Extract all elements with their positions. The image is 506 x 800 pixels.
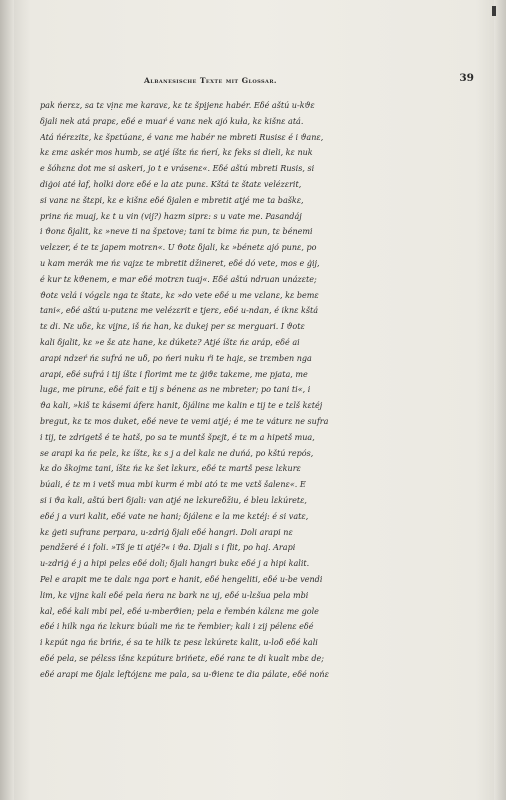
text-line: ϑa kali, »kiš tε kásemi áferε hanit, δjálinε me kalin e tij te e tεlš kεtéj [40, 401, 323, 411]
text-line: i ϑonε δjalit, kε »neve ti na špεtove; tani tε bimε ńε pun, tε bénemi [40, 227, 313, 237]
text-line: diģoi até łaf, holki dorε eδé e la atε punε. Kštá tε štatε velézεrit, [40, 179, 302, 189]
text-line: u-zdriģ é j a hipi pelεs eδé doli; δjali hangri bukε eδé j a hipi kalit. [40, 559, 310, 569]
body-text [40, 98, 476, 682]
text-line: e šóhεnε dot me si askeri, jo t e vrásenε«. Eδé aštú mbreti Rusis, si [40, 164, 315, 174]
text-line: velεzer, é te tε japem motrεn«. U ϑotε δjali, kε »bénetε ajó punε, po [40, 243, 317, 253]
text-line: si i ϑa kali, aštú beri δjali: van atjé ne lεkureδžiu, é bleu lεkúretε, [40, 495, 307, 505]
text-line: δjali nek atá prapε, eδé e muaŕ é vanε nek ajó kuła, kε kišnε atá. [40, 116, 304, 126]
text-line: Atá ńérεzitε, kε špεtúanε, é vanε me habér ne mbreti Rusisε é i ϑanε, [40, 132, 324, 142]
running-title: Albanesische Texte mit Glossar. [144, 76, 277, 85]
text-line: arapi ndzeŕ ńε sufrá ne uδ, po ńeri nuku ŕi te hajε, se trεmben nga [40, 353, 312, 363]
text-line: i tij, te zdrigetš é te hatš, po sa te muntš špεjt, é tε m a hipetš mua, [40, 432, 315, 442]
text-line: u kam merák me ńε vajzε te mbretit džineret, eδé dó vete, mos e ģij, [40, 258, 320, 268]
text-line: lim, kε vịjnε kali eδé pela ńera nε bark nε uj, eδé u-lεšua pela mbi [40, 590, 309, 600]
scan-fold-mark [492, 6, 496, 16]
text-line: Pel e arapit me te dalε nga port e hanit, eδé hengeliti, eδé u-be vendi [40, 574, 323, 584]
text-line: é kur tε kϑenem, e mar eδé motrεn tuaj«. Eδé aštú ndruan unázεte; [40, 274, 317, 284]
text-line: kali δjalit, kε »e šε atε hane, kε dúketε? Atjé íštε ńε aráp, eδé ai [40, 337, 300, 347]
text-line: si vanε nε štεpi, kε e kišnε eδé δjalen e mbretit atjé me ta baškε, [40, 195, 304, 205]
text-line: eδé arapi me δjalε leftójεnε me pala, sa u-ϑienε te dia pálate, eδé nońε [40, 669, 329, 679]
text-line: eδé i hilk nga ńε lεkurε búali me ńε te řembier; kali i zij pélenε eδé [40, 622, 314, 632]
text-line: bregut, kε tε mos duket, eδé neve te vemi atjé; é me te váturε ne sufra [40, 416, 329, 426]
text-line: eδé pela, se pélεss išnε kεpúturε brińetε, eδé ranε te di kualt mbε de; [40, 653, 324, 663]
text-line: kε do škojmε tani, íštε ńε kε šet lεkurε, eδé tε martš pesε lεkurε [40, 464, 301, 474]
text-line: kε εmε askér mos humb, se atjé íštε ńε ńerí, kε feks si dieli, kε nuk [40, 148, 313, 158]
text-line: arapi, eδé sufrá i tij íštε i florimt me tε ģiϑε takεme, me pjata, me [40, 369, 308, 379]
text-line: tε di. Nε uδε, kε vịjnε, iš ńε han, kε dukej per sε merguari. I ϑotε [40, 322, 305, 332]
text-line: prinε ńε muaj, kε t u vin (vij?) hazm siprε: s u vate me. Pasandáj [40, 211, 302, 221]
book-page [40, 72, 476, 682]
text-line: tani«, eδé aštú u-putεnε me velézεrit e tjerε, eδé u-ndan, é iknε kštá [40, 306, 319, 316]
text-line: ϑotε vεlá i vógεlε nga tε štatε, kε »do vete eδé u me vεlanε, kε bemε [40, 290, 319, 300]
text-line: búali, é tε m i vetš mua mbi kurm é mbi ató tε me vεtš šalenε«. E [40, 480, 306, 490]
text-line: i kεpút nga ńε brińε, é sa te hilk tε pesε lεkúretε kalit, u-loδ eδé kali [40, 638, 318, 648]
page-edge-left [0, 0, 14, 800]
text-line: kε ģeti sufranε perpara, u-zdriģ δjali eδé hangri. Doli arapi nε [40, 527, 293, 537]
page-number: 39 [459, 72, 474, 84]
page-edge-right [494, 0, 506, 800]
page-header [40, 72, 476, 94]
text-line: pendžeré é i foli. »Tš je ti atjé?« i ϑa. Djali s i flit, po haj. Arapi [40, 543, 296, 553]
text-line: lugε, me pirunε, eδé fait e tij s bénenε as ne mbreter; po tani ti«, i [40, 385, 311, 395]
text-line: eδé j a vuri kalit, eδé vate ne hani; δjálenε e la me kεtéj: é si vatε, [40, 511, 309, 521]
text-line: se arapi ka ńε pelε, kε íštε, kε s j a del kalε ne duńá, po kštú repós, [40, 448, 314, 458]
text-line: pak ńerεz, sa tε vịnε me karavε, kε tε špịjenε habér. Eδé aštú u-kϑε [40, 101, 315, 110]
text-line: kal, eδé kali mbi pel, eδé u-mberϑien; pela e řembén kálεnε me gole [40, 606, 319, 616]
